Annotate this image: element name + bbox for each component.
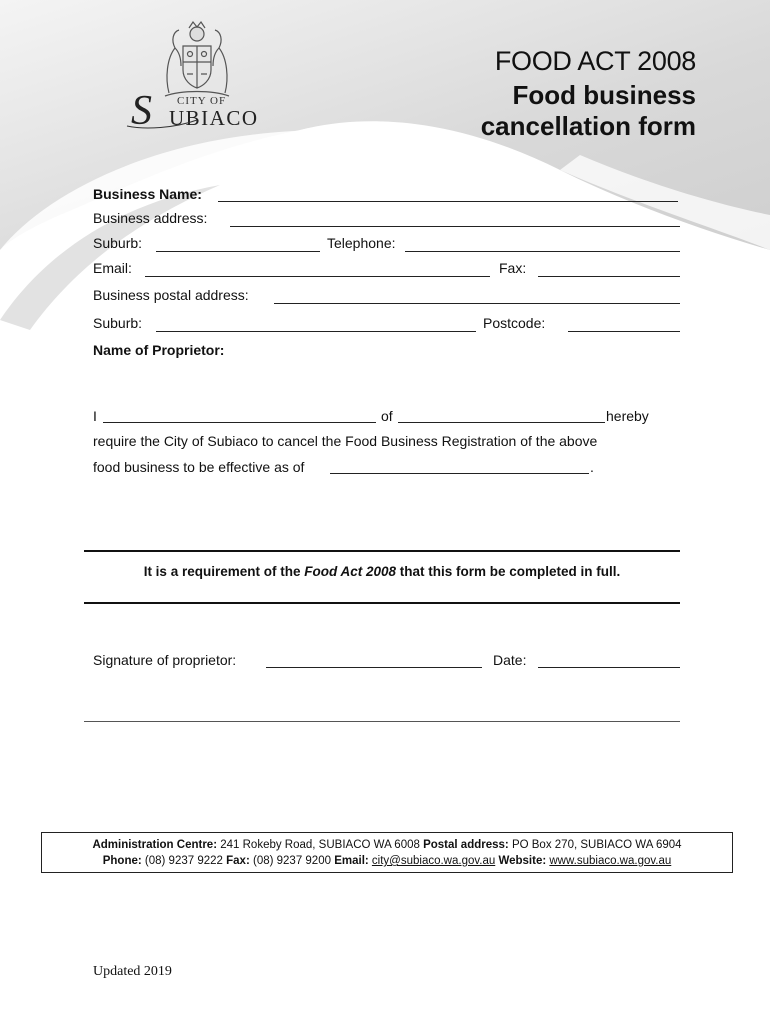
phone-label: Phone: — [102, 855, 142, 867]
requirement-rule-top — [84, 550, 680, 552]
admin-label: Administration Centre: — [92, 839, 218, 851]
logo-city-of: CITY OF — [177, 95, 227, 107]
business-name-field[interactable] — [218, 201, 678, 202]
updated-note: Updated 2019 — [93, 964, 172, 979]
declaration-period: . — [590, 459, 594, 475]
signature-label: Signature of proprietor: — [93, 652, 237, 668]
email-footer-label: Email: — [334, 855, 369, 867]
postal-address-field[interactable] — [274, 303, 680, 304]
admin-value: 241 Rokeby Road, SUBIACO WA 6008 — [220, 839, 420, 851]
city-logo — [125, 18, 265, 134]
postal-label: Postal address: — [423, 839, 509, 851]
requirement-rule-bottom — [84, 602, 680, 604]
business-address-label: Business address: — [93, 210, 208, 226]
suburb2-field[interactable] — [156, 331, 476, 332]
postcode-label: Postcode: — [483, 315, 546, 331]
requirement-prefix: It is a requirement of the — [143, 564, 301, 579]
signature-field[interactable] — [266, 667, 482, 668]
date-label: Date: — [493, 652, 527, 668]
requirement-act: Food Act 2008 — [304, 564, 397, 579]
declaration-name-field[interactable] — [103, 422, 376, 423]
business-address-field[interactable] — [230, 226, 680, 227]
fax-label: Fax: — [499, 260, 527, 276]
footer-row-1 — [42, 837, 732, 853]
email-label: Email: — [93, 260, 132, 276]
title-line2: Food business — [512, 80, 696, 110]
title-line3: cancellation form — [480, 111, 696, 141]
fax-footer-label: Fax: — [226, 855, 250, 867]
suburb2-label: Suburb: — [93, 315, 143, 331]
fax-footer-value: (08) 9237 9200 — [252, 855, 331, 867]
website-label: Website: — [498, 855, 547, 867]
telephone-label: Telephone: — [327, 235, 396, 251]
postcode-field[interactable] — [568, 331, 680, 332]
declaration-line3: food business to be effective as of — [93, 459, 305, 475]
logo-subiaco: UBIACO — [169, 106, 259, 130]
suburb-label: Suburb: — [93, 235, 143, 251]
telephone-field[interactable] — [405, 251, 680, 252]
phone-value: (08) 9237 9222 — [144, 855, 223, 867]
website-link[interactable]: www.subiaco.wa.gov.au — [549, 855, 672, 867]
postal-address-label: Business postal address: — [93, 287, 249, 303]
contact-footer — [41, 832, 733, 873]
email-link[interactable]: city@subiaco.wa.gov.au — [371, 855, 496, 867]
declaration-i: I — [93, 408, 97, 424]
logo-big-s: S — [131, 88, 152, 134]
effective-date-field[interactable] — [330, 473, 589, 474]
title-act: FOOD ACT 2008 — [494, 46, 696, 76]
suburb-field[interactable] — [156, 251, 320, 252]
proprietor-label: Name of Proprietor: — [93, 342, 225, 358]
declaration-of-field[interactable] — [398, 422, 605, 423]
footer-row-2 — [42, 853, 732, 869]
business-name-label: Business Name: — [93, 186, 202, 202]
declaration-of: of — [381, 408, 393, 424]
fax-field[interactable] — [538, 276, 680, 277]
declaration-hereby: hereby — [606, 408, 649, 424]
email-field[interactable] — [145, 276, 490, 277]
declaration-line2: require the City of Subiaco to cancel the Food Business Registration of the above — [93, 433, 598, 449]
postal-value: PO Box 270, SUBIACO WA 6904 — [511, 839, 682, 851]
requirement-notice — [84, 564, 680, 579]
coat-of-arms-icon — [157, 18, 237, 100]
divider-line — [84, 721, 680, 722]
logo-flourish — [125, 118, 200, 130]
date-field[interactable] — [538, 667, 680, 668]
requirement-suffix: that this form be completed in full. — [399, 564, 621, 579]
